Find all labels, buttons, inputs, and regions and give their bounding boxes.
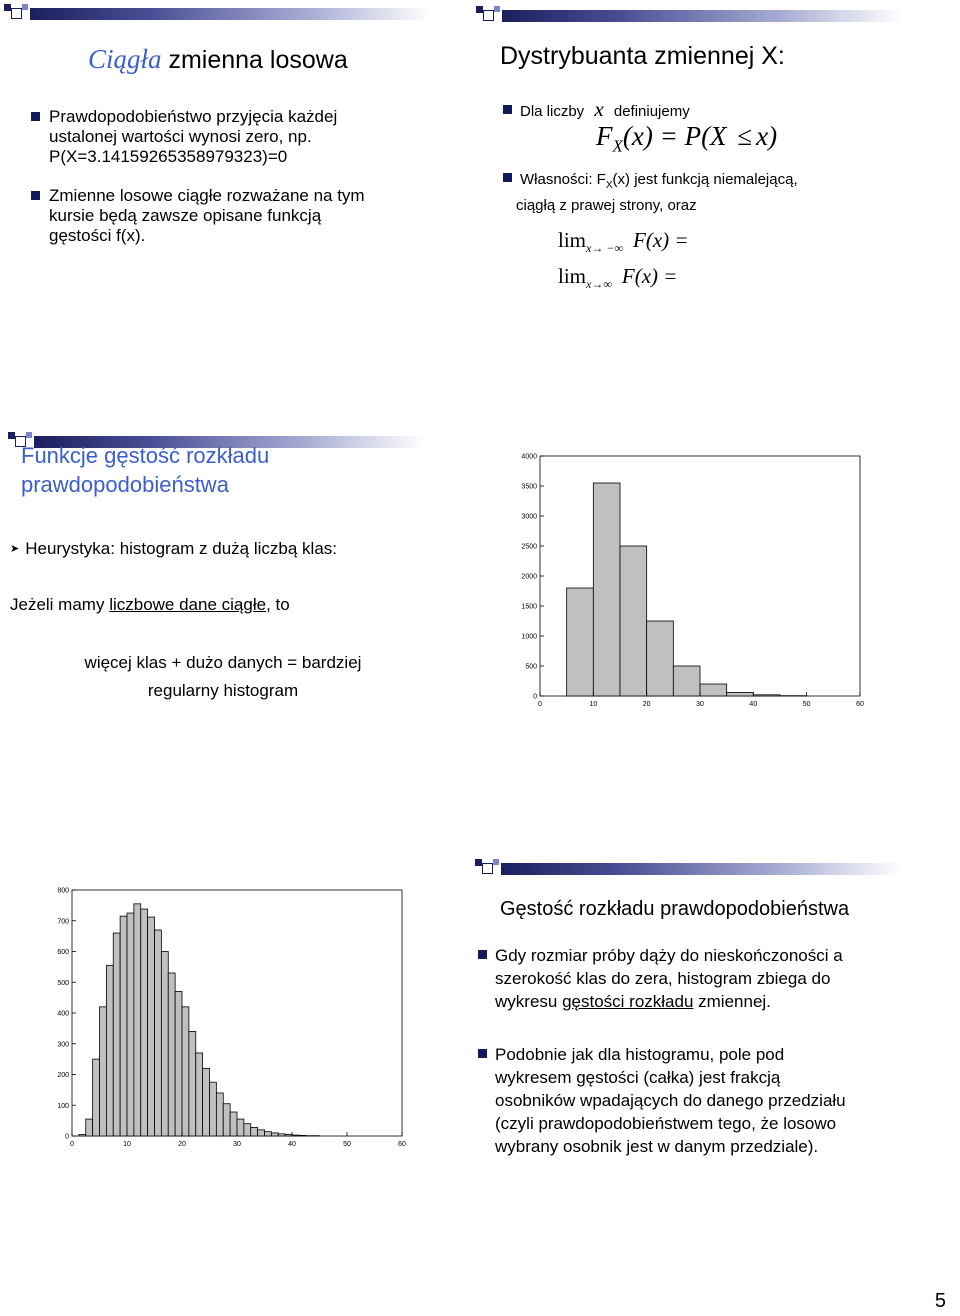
limit-minus-infinity: $\lim_{x\to -\infty} F(x)$ = <box>558 228 689 256</box>
histogram-bar <box>285 1134 292 1136</box>
slide-title <box>88 44 348 75</box>
x-tick-label: 60 <box>856 701 864 708</box>
bullet-item: Podobnie jak dla histogramu, pole pod wykresem gęstości (całka) jest frakcją osobników wpadających do danego przedziału (czyli prawdopodobieństwem tego, że losowo wybrany osobnik jest w danym przedziale). <box>475 1043 846 1158</box>
histogram-bar <box>299 1135 306 1136</box>
histogram-bar <box>168 973 175 1136</box>
histogram-bar <box>271 1133 278 1136</box>
histogram-bar <box>141 909 148 1136</box>
bullet-item: Zmienne losowe ciągłe rozważane na tym kursie będą zawsze opisane funkcją gęstości f(x). <box>28 186 365 246</box>
title-rest: zmienna losowa <box>161 46 348 74</box>
x-tick-label: 50 <box>802 701 811 708</box>
y-tick-label: 200 <box>57 1072 69 1079</box>
x-tick-label: 30 <box>233 1141 241 1148</box>
histogram-bar <box>700 684 727 696</box>
histogram-bar <box>196 1053 203 1136</box>
x-tick-label: 20 <box>178 1141 186 1148</box>
histogram-bar <box>189 1031 196 1136</box>
slide-cdf <box>470 0 960 420</box>
bullet-item: Gdy rozmiar próby dąży do nieskończoności a szerokość klas do zera, histogram zbiega do wykresu gęstości rozkładu zmiennej. <box>475 944 843 1013</box>
cdf-formula: $F_X(x) = P(X \le x)$ <box>596 121 778 156</box>
x-tick-label: 0 <box>538 701 542 708</box>
histogram-bar <box>223 1104 230 1136</box>
histogram-bar <box>251 1127 258 1136</box>
slide-continuous-variable <box>0 0 480 420</box>
x-tick-label: 50 <box>343 1141 351 1148</box>
x-tick-label: 0 <box>70 1141 74 1148</box>
histogram-bar <box>203 1068 210 1136</box>
histogram-bar <box>106 965 113 1136</box>
histogram-bar <box>161 952 168 1137</box>
slide-title: Dystrybuanta zmiennej X: <box>500 42 785 70</box>
histogram-bar <box>86 1119 93 1136</box>
histogram-bar <box>278 1134 285 1136</box>
histogram-many-classes <box>40 880 420 1180</box>
y-tick-label: 100 <box>57 1102 69 1110</box>
histogram-bar <box>120 916 127 1136</box>
arrow-bullet-icon: ➤ <box>10 543 20 555</box>
histogram-bar <box>134 904 141 1136</box>
paragraph-centered: więcej klas + dużo danych = bardziej regularny histogram <box>84 653 362 700</box>
y-tick-label: 3000 <box>521 513 537 521</box>
y-tick-label: 1000 <box>521 633 537 641</box>
histogram-bar <box>216 1093 223 1136</box>
y-tick-label: 2500 <box>521 543 537 551</box>
bullet-item: Dla liczby x definiujemy <box>503 97 690 122</box>
continuous-data-link: liczbowe dane ciągłe <box>109 595 267 614</box>
title-italic: Ciągła <box>88 44 162 74</box>
slide-title: Funkcje gęstość rozkładu prawdopodobieństwa <box>21 443 270 497</box>
y-tick-label: 1500 <box>521 603 537 611</box>
variable-x: x <box>594 97 604 121</box>
histogram-bar <box>673 666 700 696</box>
histogram-bar <box>647 621 674 696</box>
y-tick-label: 4000 <box>521 453 537 461</box>
slide-density-heuristic <box>0 425 960 745</box>
y-tick-label: 0 <box>65 1133 69 1141</box>
x-tick-label: 20 <box>642 701 651 708</box>
y-tick-label: 500 <box>525 663 537 671</box>
y-tick-label: 800 <box>57 887 69 895</box>
histogram-bar <box>593 483 620 696</box>
slide-header-decoration <box>475 859 915 873</box>
y-tick-label: 3500 <box>521 483 537 491</box>
x-tick-label: 10 <box>589 701 598 708</box>
histogram-bar <box>148 917 155 1136</box>
slide-header-decoration <box>4 4 444 18</box>
y-tick-label: 700 <box>57 918 69 926</box>
histogram-bar <box>230 1112 237 1136</box>
histogram-bar <box>237 1119 244 1136</box>
histogram-bar <box>100 1007 107 1136</box>
histogram-bar <box>244 1124 251 1136</box>
histogram-bar <box>567 588 594 696</box>
histogram-bar <box>620 546 647 696</box>
y-tick-label: 2000 <box>521 573 537 581</box>
histogram-bar <box>127 913 134 1136</box>
histogram-bar <box>727 692 754 696</box>
slide-density <box>0 850 960 1270</box>
x-tick-label: 10 <box>123 1141 131 1148</box>
slide-title: Gęstość rozkładu prawdopodobieństwa <box>500 898 850 920</box>
bullet-item: ➤ Heurystyka: histogram z dużą liczbą klas: <box>10 539 338 558</box>
density-link: gęstości rozkładu <box>562 992 694 1011</box>
histogram-bar <box>113 933 120 1136</box>
x-tick-label: 40 <box>749 701 758 708</box>
histogram-bar <box>210 1082 217 1136</box>
histogram-bar <box>753 695 780 696</box>
paragraph: Jeżeli mamy liczbowe dane ciągłe, to <box>10 595 290 614</box>
x-tick-label: 40 <box>288 1141 296 1148</box>
page-number: 5 <box>934 1290 946 1312</box>
histogram-bar <box>258 1130 265 1136</box>
bullet-item: Własności: $F_X(x)$ jest funkcją niemalejącą, ciągłą z prawej strony, oraz <box>503 170 798 216</box>
bullet-item: Prawdopodobieństwo przyjęcia każdej ustalonej wartości wynosi zero, np. P(X=3.14159265358979323)=0 <box>28 107 365 167</box>
slide-header-decoration <box>476 6 906 20</box>
histogram-few-classes <box>500 443 880 743</box>
histogram-bar <box>155 930 162 1136</box>
y-tick-label: 300 <box>57 1041 69 1049</box>
y-tick-label: 600 <box>57 949 69 956</box>
x-tick-label: 30 <box>696 701 704 708</box>
histogram-bar <box>79 1134 86 1136</box>
y-tick-label: 400 <box>57 1010 69 1018</box>
histogram-bar <box>175 991 182 1136</box>
histogram-bar <box>93 1059 100 1136</box>
limit-plus-infinity: $\lim_{x\to\infty} F(x)$ = <box>558 264 678 292</box>
histogram-bar <box>182 1007 189 1136</box>
histogram-bar <box>265 1132 272 1136</box>
y-tick-label: 500 <box>57 979 69 987</box>
y-tick-label: 0 <box>533 693 537 701</box>
histogram-bar <box>292 1135 299 1136</box>
x-tick-label: 60 <box>398 1141 406 1148</box>
bullet-list <box>28 107 365 246</box>
